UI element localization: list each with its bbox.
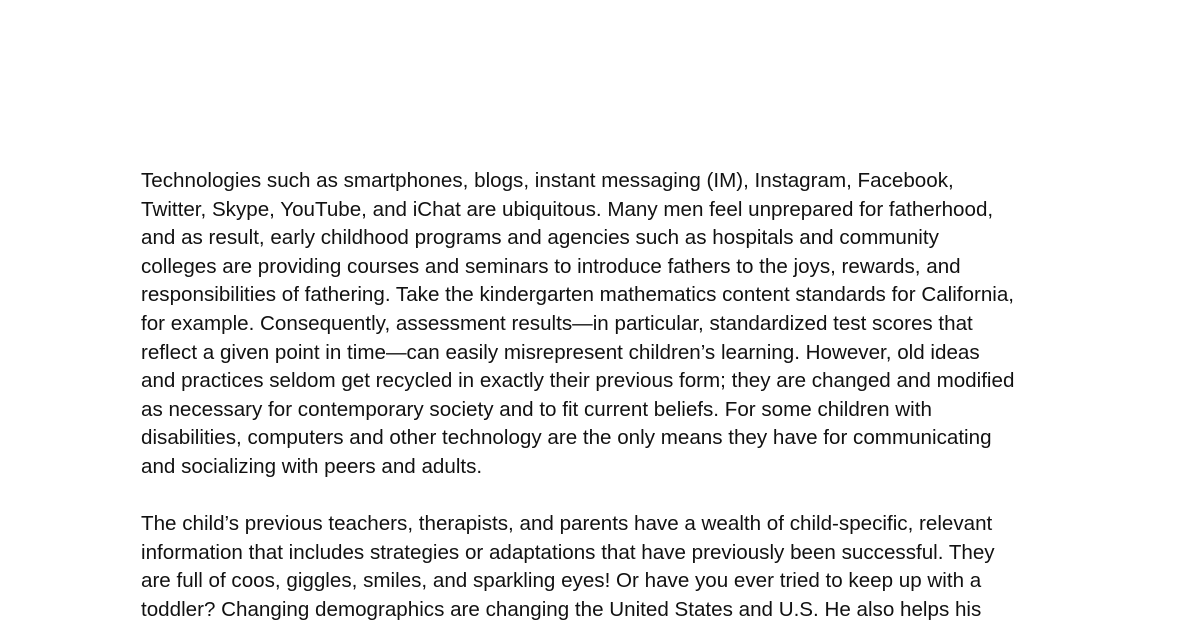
document-body <box>141 167 1071 630</box>
paragraph-line: The child’s previous teachers, therapists, and parents have a wealth of child-specific, relevant <box>141 512 993 536</box>
paragraph-line: reflect a given point in time—can easily misrepresent children’s learning. However, old ideas <box>141 340 980 364</box>
paragraph-line: toddler? Changing demographics are changing the United States and U.S. He also helps his <box>141 597 982 621</box>
paragraph-line: for example. Consequently, assessment results—in particular, standardized test scores that <box>141 311 973 335</box>
paragraph-1 <box>141 167 1071 482</box>
paragraph-line: are full of coos, giggles, smiles, and sparkling eyes! Or have you ever tried to keep up with a <box>141 569 982 593</box>
paragraph-line: and practices seldom get recycled in exactly their previous form; they are changed and modified <box>141 369 1015 393</box>
paragraph-line: disabilities, computers and other technology are the only means they have for communicating <box>141 426 992 450</box>
paragraph-2 <box>141 510 1071 624</box>
paragraph-line: Technologies such as smartphones, blogs, instant messaging (IM), Instagram, Facebook, <box>141 169 954 192</box>
paragraph-line: and as result, early childhood programs and agencies such as hospitals and community <box>141 226 939 250</box>
paragraph-line: and socializing with peers and adults. <box>141 454 483 478</box>
paragraph-line: responsibilities of fathering. Take the kindergarten mathematics content standards for California, <box>141 283 1015 307</box>
paragraph-line: colleges are providing courses and seminars to introduce fathers to the joys, rewards, and <box>141 254 961 278</box>
paragraph-line: as necessary for contemporary society and to fit current beliefs. For some children with <box>141 397 932 421</box>
paragraph-line: information that includes strategies or adaptations that have previously been successful. They <box>141 540 995 564</box>
paragraph-line: Twitter, Skype, YouTube, and iChat are ubiquitous. Many men feel unprepared for fatherhood, <box>141 197 994 221</box>
